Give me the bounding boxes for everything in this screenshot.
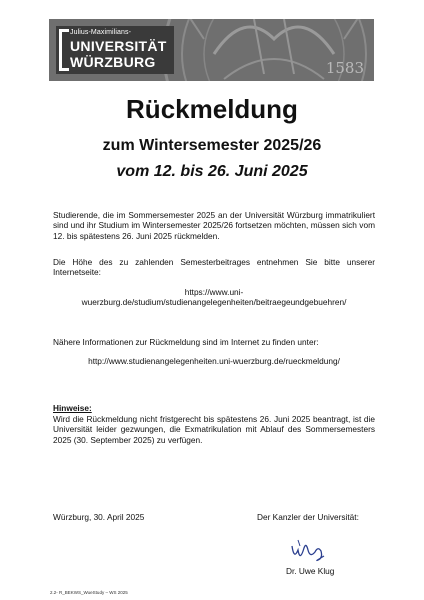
fees-link[interactable]	[53, 287, 375, 308]
logo-line-wuerzburg: WÜRZBURG	[70, 54, 156, 70]
page-subtitle: zum Wintersemester 2025/26	[102, 137, 322, 154]
hints-heading: Hinweise:	[53, 403, 92, 413]
fees-link-line-2[interactable]: wuerzburg.de/studium/studienangelegenheiten/beitraegeundgebuehren/	[81, 297, 347, 308]
hints-paragraph: Wird die Rückmeldung nicht fristgerecht bis spätestens 26. Juni 2025 beantragt, ist die Universität leider gezwungen, die Exmatrikulation mit Ablauf des Sommersemesters 2025 (30. September 2025) zu verfügen.	[53, 414, 375, 445]
signatory-name: Dr. Uwe Klug	[286, 566, 335, 576]
fees-link-line-1[interactable]: https://www.uni-	[184, 287, 244, 297]
intro-paragraph: Studierende, die im Sommersemester 2025 an der Universität Würzburg immatrikuliert sind und ihr Studium im Wintersemester 2025/26 fortsetzen möchten, müssen sich vom 12. bis spätestens 26. Juni 2025 rückmelden.	[53, 210, 375, 241]
handwritten-signature	[288, 536, 328, 570]
date-range: vom 12. bis 26. Juni 2025	[116, 163, 308, 180]
form-code: 2.2- R_BEKWS_WueStudy – WS 2025	[50, 590, 128, 595]
seal-year: 1583	[325, 59, 364, 77]
logo-bracket-icon	[59, 29, 62, 71]
fees-paragraph: Die Höhe des zu zahlenden Semesterbeitrages entnehmen Sie bitte unserer Internetseite:	[53, 257, 375, 278]
logo-small-text: Julius-Maximilians-	[70, 29, 132, 36]
info-link[interactable]: http://www.studienangelegenheiten.uni-wuerzburg.de/rueckmeldung/	[88, 356, 340, 366]
page-title: Rückmeldung	[126, 94, 298, 124]
header-banner	[49, 19, 374, 81]
university-logo	[56, 26, 174, 74]
logo-line-universitaet: UNIVERSITÄT	[70, 38, 167, 54]
place-date: Würzburg, 30. April 2025	[53, 512, 145, 522]
info-paragraph: Nähere Informationen zur Rückmeldung sind im Internet zu finden unter:	[53, 337, 319, 347]
chancellor-label: Der Kanzler der Universität:	[257, 512, 359, 522]
